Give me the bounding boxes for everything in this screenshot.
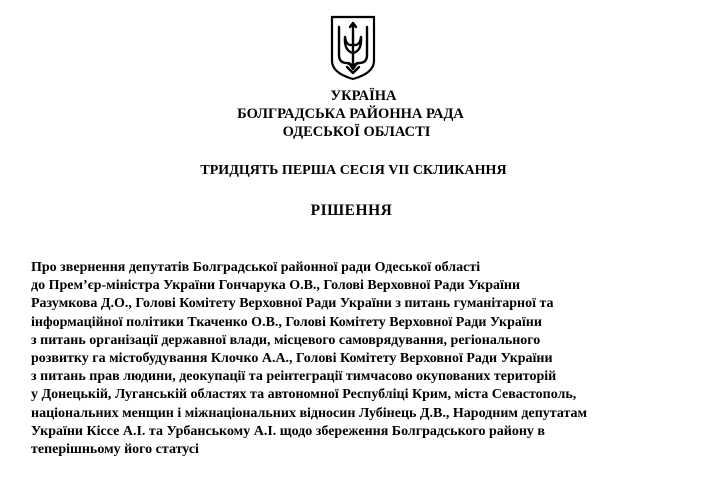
decision-subject (31, 259, 696, 459)
subject-line: Про звернення депутатів Болградської районної ради Одеської області (31, 260, 481, 275)
session-title: ТРИДЦЯТЬ ПЕРША СЕСІЯ VII СКЛИКАННЯ (200, 163, 507, 178)
country-title: УКРАЇНА (330, 88, 397, 104)
region-title: ОДЕСЬКОЇ ОБЛАСТІ (282, 124, 431, 140)
subject-line: України Кіссе А.І. та Урбанському А.І. щодо збереження Болградського району в (31, 423, 545, 439)
subject-line: з питань прав людини, деокупації та реінтеграції тимчасово окупованих територій (31, 369, 557, 385)
document-type-title: РІШЕННЯ (310, 202, 393, 219)
council-title: БОЛГРАДСЬКА РАЙОННА РАДА (237, 106, 464, 122)
subject-line: інформаційної політики Ткаченко О.В., Голові Комітету Верховної Ради України (31, 314, 542, 330)
subject-line: до Прем’єр-міністра України Гончарука О.В., Голові Верховної Ради України (31, 278, 521, 294)
subject-line: Разумкова Д.О., Голові Комітету Верховної Ради України з питань гуманітарної та (31, 296, 554, 312)
coat-of-arms-icon (330, 15, 376, 81)
subject-line: з питань організації державної влади, місцевого самоврядування, регіонального (31, 332, 541, 348)
subject-line: у Донецькій, Луганській областях та автономної Республіці Крим, міста Севастополь, (31, 387, 577, 403)
subject-line: розвитку га містобудування Клочко А.А., Голові Комітету Верховної Ради України (31, 351, 553, 367)
subject-line: теперішньому його статусі (31, 442, 199, 458)
subject-line: національних менщин і міжнаціональних відносин Лубінець Д.В., Народним депутатам (31, 405, 588, 421)
